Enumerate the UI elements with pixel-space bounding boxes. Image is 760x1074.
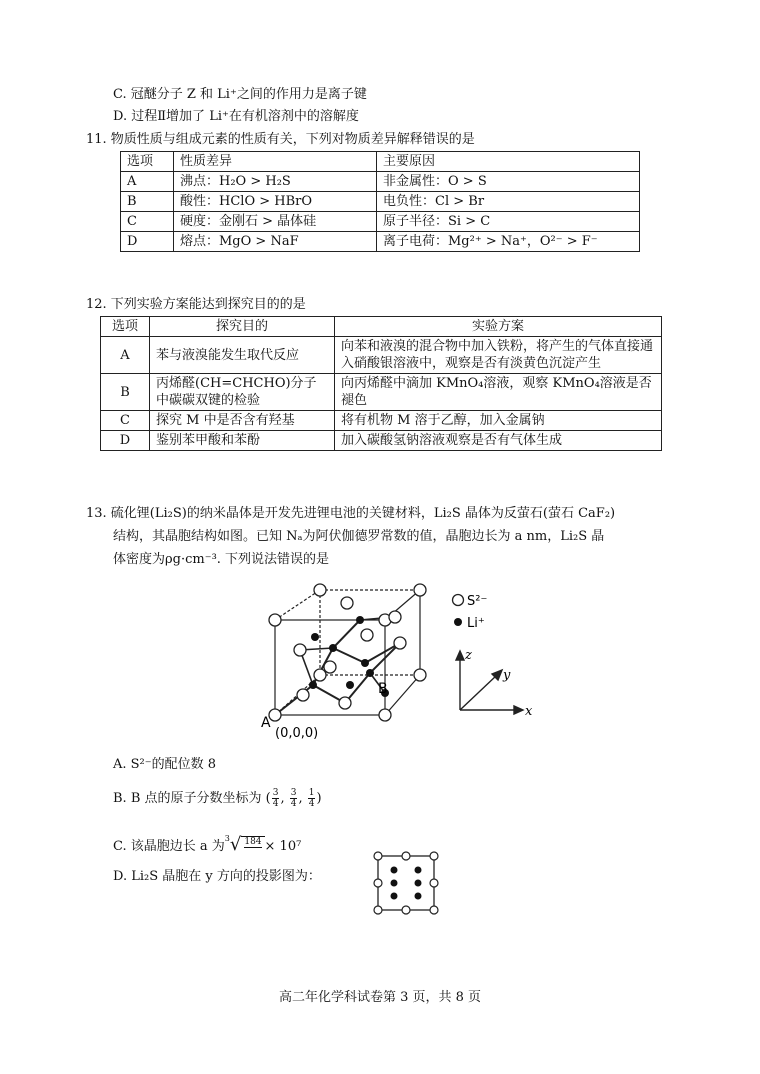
legend-lithium: Li⁺ — [467, 616, 485, 631]
q12-cell-plan: 将有机物 M 溶于乙醇，加入金属钠 — [335, 411, 662, 431]
q12-cell-plan: 向苯和液溴的混合物中加入铁粉，将产生的气体直接通入硝酸银溶液中，观察是否有淡黄色沉淀产生 — [335, 337, 662, 374]
radicand-numerator: 184 — [244, 836, 262, 847]
q12-cell-opt: B — [101, 374, 150, 411]
lithium-legend-icon — [454, 618, 462, 626]
frac-denominator: 4 — [272, 799, 279, 809]
table-row — [101, 431, 662, 451]
table-row — [121, 212, 640, 232]
radical-sign-icon: √ — [229, 834, 242, 855]
q13-option-c-prefix: C. 该晶胞边长 a 为 — [113, 839, 225, 854]
q11-cell-reason: 非金属性：O > S — [377, 172, 640, 192]
q10-option-d: D. 过程Ⅱ增加了 Li⁺在有机溶剂中的溶解度 — [113, 109, 359, 124]
table-row — [121, 192, 640, 212]
q11-cell-diff: 熔点：MgO > NaF — [174, 232, 377, 252]
q13-option-d: D. Li₂S 晶胞在 y 方向的投影图为： — [113, 869, 321, 884]
q12-cell-plan: 向丙烯醛中滴加 KMnO₄溶液，观察 KMnO₄溶液是否褪色 — [335, 374, 662, 411]
q12-header-goal: 探究目的 — [150, 317, 335, 337]
q13-option-b-suffix: ) — [316, 791, 322, 806]
frac-numerator: 3 — [272, 788, 279, 798]
q11-cell-reason: 原子半径：Si > C — [377, 212, 640, 232]
crystal-structure-figure — [255, 575, 555, 745]
q11-cell-opt: B — [121, 192, 174, 212]
q11-header-diff: 性质差异 — [174, 152, 377, 172]
q11-cell-diff: 沸点：H₂O > H₂S — [174, 172, 377, 192]
fraction — [272, 788, 280, 809]
q11-stem: 11. 物质性质与组成元素的性质有关，下列对物质差异解释错误的是 — [86, 132, 475, 147]
table-row — [101, 337, 662, 374]
axis-x-label: x — [525, 704, 533, 719]
projection-figure — [370, 850, 440, 915]
q11-cell-reason: 电负性：Cl > Br — [377, 192, 640, 212]
root-radicand — [241, 836, 264, 858]
frac-denominator: 4 — [308, 799, 315, 809]
q13-stem-line3: 体密度为ρg·cm⁻³. 下列说法错误的是 — [113, 552, 330, 567]
table-row — [121, 152, 640, 172]
q12-header-plan: 实验方案 — [335, 317, 662, 337]
z-arrow-icon — [456, 651, 464, 660]
q11-cell-opt: A — [121, 172, 174, 192]
q13-option-c — [113, 832, 301, 860]
frac-denominator: 4 — [290, 799, 297, 809]
axis-y-label: y — [503, 668, 511, 683]
q13-option-b: B. B 点的原子分数坐标为 ( $\frac{3}{4}$ , $\frac{3}{4}$ , $\frac{1}{4}$ ) — [113, 788, 322, 809]
q13-option-a: A. S²⁻的配位数 8 — [113, 757, 217, 772]
point-a-label: A — [261, 715, 271, 731]
frac-numerator: 3 — [290, 788, 297, 798]
q12-cell-opt: D — [101, 431, 150, 451]
x-arrow-icon — [514, 706, 523, 714]
q12-cell-opt: C — [101, 411, 150, 431]
q12-cell-opt: A — [101, 337, 150, 374]
frac-numerator: 1 — [308, 788, 315, 798]
fraction — [308, 788, 316, 809]
q11-cell-diff: 酸性：HClO > HBrO — [174, 192, 377, 212]
root-index: 3 — [224, 833, 230, 843]
table-row — [101, 374, 662, 411]
point-b-label: B — [378, 681, 388, 697]
q12-stem: 12. 下列实验方案能达到探究目的的是 — [86, 297, 306, 312]
q11-header-reason: 主要原因 — [377, 152, 640, 172]
q12-table — [100, 316, 662, 451]
page-footer: 高二年化学科试卷第 3 页，共 8 页 — [278, 990, 482, 1005]
fraction — [290, 788, 298, 809]
q13-stem-line2: 结构，其晶胞结构如图。已知 Nₐ为阿伏伽德罗常数的值，晶胞边长为 a nm，Li₂S 晶 — [113, 529, 605, 544]
legend-sulfide: S²⁻ — [467, 594, 488, 609]
table-row — [121, 232, 640, 252]
q12-cell-goal: 探究 M 中是否含有羟基 — [150, 411, 335, 431]
q12-cell-goal: 鉴别苯甲酸和苯酚 — [150, 431, 335, 451]
q13-stem-line1: 13. 硫化锂(Li₂S)的纳米晶体是开发先进锂电池的关键材料，Li₂S 晶体为反萤石(萤石 CaF₂) — [86, 506, 616, 521]
q11-table — [120, 151, 640, 252]
q13-option-c-suffix: × 10⁷ — [264, 839, 302, 854]
table-row — [121, 172, 640, 192]
q11-header-option: 选项 — [121, 152, 174, 172]
axis-z-label: z — [465, 648, 472, 663]
sulfide-legend-icon — [453, 595, 464, 606]
q10-option-c: C. 冠醚分子 Z 和 Li⁺之间的作用力是离子键 — [113, 87, 367, 102]
q11-cell-diff: 硬度：金刚石 > 晶体硅 — [174, 212, 377, 232]
q12-cell-plan: 加入碳酸氢钠溶液观察是否有气体生成 — [335, 431, 662, 451]
q12-cell-goal: 苯与液溴能发生取代反应 — [150, 337, 335, 374]
table-row — [101, 411, 662, 431]
q12-cell-goal: 丙烯醛(CH=CHCHO)分子中碳碳双键的检验 — [150, 374, 335, 411]
q11-cell-opt: D — [121, 232, 174, 252]
q11-cell-reason: 离子电荷：Mg²⁺ > Na⁺，O²⁻ > F⁻ — [377, 232, 640, 252]
table-row — [101, 317, 662, 337]
q13-option-b-prefix: B. B 点的原子分数坐标为 ( — [113, 791, 271, 806]
q12-header-option: 选项 — [101, 317, 150, 337]
q11-cell-opt: C — [121, 212, 174, 232]
origin-label: (0,0,0) — [275, 726, 319, 741]
